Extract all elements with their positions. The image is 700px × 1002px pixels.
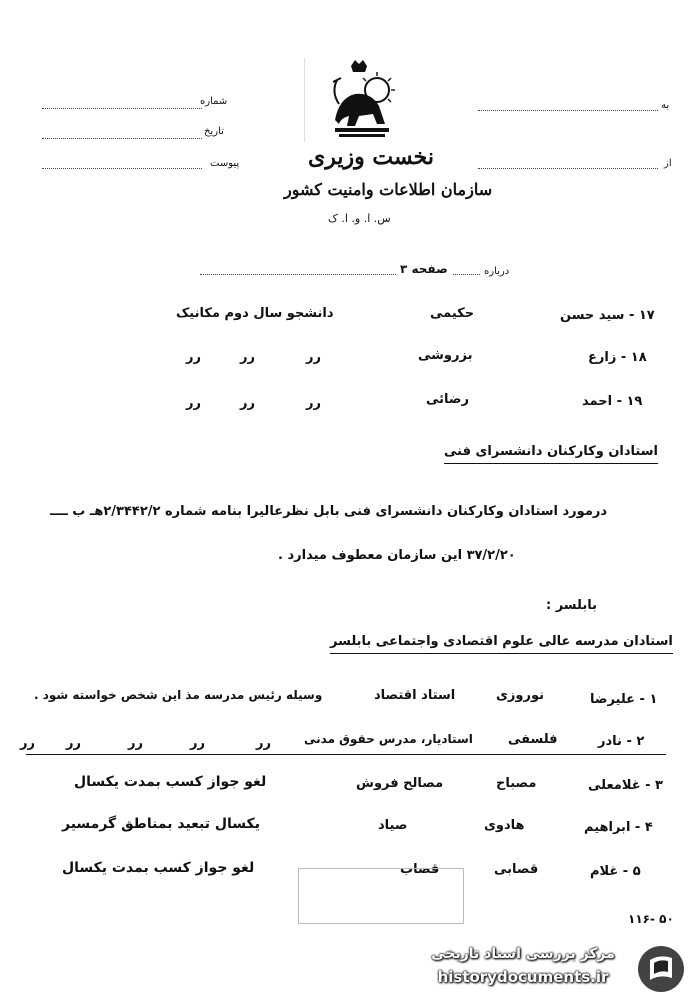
organization-name: سازمان اطلاعات وامنیت کشور xyxy=(284,180,493,199)
row-19-ditto-1: رر xyxy=(306,396,321,411)
subject-label: درباره xyxy=(484,266,510,277)
row-18-ditto-2: رر xyxy=(240,350,255,365)
row-3-role: مصالح فروش xyxy=(356,776,444,791)
to-line xyxy=(478,110,658,111)
watermark-title: مرکز بررسی اسناد تاریخی xyxy=(431,946,615,962)
row-17-last: حکیمی xyxy=(430,306,475,321)
stamp-frame xyxy=(298,868,464,924)
row-4-role: صیاد xyxy=(378,818,408,833)
row-1-role: استاد اقتصاد xyxy=(374,688,456,703)
babolsar-label: بابلسر : xyxy=(546,598,597,613)
row-2-underline xyxy=(26,754,666,755)
attachment-line xyxy=(42,168,202,169)
row-5-note: لغو جواز کسب بمدت یکسال xyxy=(62,860,255,876)
row-1-note: وسیله رئیس مدرسه مذ این شخص خواسته شود . xyxy=(34,688,323,702)
row-19-last: رضائی xyxy=(426,392,469,407)
row-19-name: ۱۹ - احمد xyxy=(582,394,643,409)
row-18-name: ۱۸ - زارع xyxy=(588,350,647,365)
row-2-name: ۲ - نادر xyxy=(598,734,645,749)
row-19-ditto-3: رر xyxy=(186,396,201,411)
row-18-last: بزروشی xyxy=(418,348,473,363)
row-2-ditto-1: رر xyxy=(256,736,271,751)
paragraph-line-2: ۳۷/۲/۲۰ این سازمان معطوف میدارد . xyxy=(278,548,516,563)
row-18-ditto-3: رر xyxy=(186,350,201,365)
attachment-label: پيوست xyxy=(210,158,240,169)
from-label: از xyxy=(664,158,672,169)
org-code: س. ا. و. ا. ک xyxy=(328,212,391,225)
row-4-note: یکسال تبعید بمناطق گرمسیر xyxy=(62,816,260,832)
row-3-note: لغو جواز کسب بمدت یکسال xyxy=(74,774,267,790)
row-2-role: استادیار، مدرس حقوق مدنی xyxy=(304,732,473,746)
row-5-last: قصابی xyxy=(494,862,539,877)
watermark xyxy=(416,942,692,998)
row-2-last: فلسفی xyxy=(508,732,558,747)
row-2-ditto-2: رر xyxy=(190,736,205,751)
row-4-name: ۴ - ابراهیم xyxy=(584,820,653,835)
to-label: به xyxy=(661,100,670,111)
row-2-ditto-4: رر xyxy=(66,736,81,751)
row-17-name: ۱۷ - سید حسن xyxy=(560,308,655,323)
section-title-economics-school: استادان مدرسه عالی علوم اقتصادی واجتماعی بابلسر xyxy=(330,634,673,654)
row-2-ditto-3: رر xyxy=(128,736,143,751)
row-1-last: نوروزی xyxy=(496,688,544,703)
row-4-last: هادوی xyxy=(484,818,525,833)
row-3-name: ۳ - غلامعلی xyxy=(588,778,663,793)
watermark-site: historydocuments.ir xyxy=(437,968,609,986)
ministry-title: نخست وزیری xyxy=(308,144,434,170)
row-1-name: ۱ - علیرضا xyxy=(590,692,658,707)
section-title-technical-college: استادان وکارکنان دانشسرای فنی xyxy=(444,444,658,464)
row-18-ditto-1: رر xyxy=(306,350,321,365)
row-5-role: قصاب xyxy=(400,862,440,877)
row-19-ditto-2: رر xyxy=(240,396,255,411)
page-number: صفحه ۳ xyxy=(396,262,452,276)
date-line xyxy=(42,138,202,139)
paragraph-line-1: درمورد استادان وکارکنان دانشسرای فنی بابل نظرعالیرا بنامه شماره ۲/۳۴۴۲/۲هـ ب ــــ xyxy=(50,504,608,519)
row-17-desc: دانشجو سال دوم مکانیک xyxy=(176,306,334,321)
footer-code: ۱۱۶- ۵۰ xyxy=(628,912,674,926)
row-3-last: مصباح xyxy=(496,776,537,791)
lion-and-sun-emblem-icon xyxy=(304,58,413,142)
number-line xyxy=(42,108,202,109)
archive-logo-icon xyxy=(636,944,686,994)
row-2-ditto-5: رر xyxy=(20,736,35,751)
row-5-name: ۵ - غلام xyxy=(590,864,641,879)
number-label: شماره xyxy=(200,96,228,107)
from-line xyxy=(478,168,658,169)
date-label: تاريخ xyxy=(204,126,224,137)
